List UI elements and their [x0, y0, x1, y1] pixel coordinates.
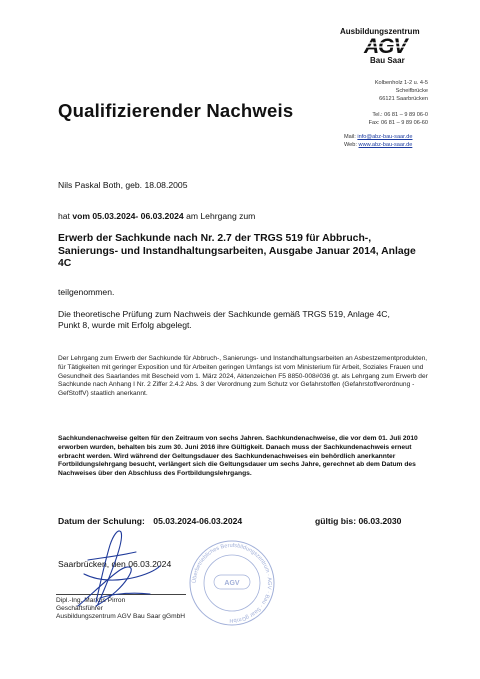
address-district: Scheifbrücke	[395, 88, 428, 94]
logo-mark-text: AGV	[364, 36, 407, 56]
address-street: Kolbenholz 1-2 u. 4-5	[374, 80, 428, 86]
document-heading: Qualifizierender Nachweis	[58, 100, 294, 121]
web-label: Web:	[344, 142, 357, 148]
signer-org: Ausbildungszentrum AGV Bau Saar gGmbH	[56, 612, 186, 620]
participated-line: teilgenommen.	[58, 287, 115, 297]
company-stamp	[190, 541, 274, 625]
logo-subtitle: Bau Saar	[370, 56, 405, 65]
training-date-label: Datum der Schulung:	[58, 516, 145, 526]
signer-name: Dipl.-Ing. Markus Pirron	[56, 597, 126, 604]
validity-notice: Sachkundenachweise gelten für den Zeitraum von sechs Jahren. Sachkundenachweise, die vor dem 01. Juli 2010 erworben wurden, behalten bis zum 30. Juni 2016 ihre Gültigkeit. Danach muss der Sachkundenachweis erneut erbracht werden. Wird während der Geltungsdauer des Sachkundenachweises ein behördlich anerkannter Fortbildungslehrgang besucht, verlängert sich die Geltungsdauer um sechs Jahre, gerechnet ab dem Datum des Nachweises über den Abschluss des Fortbildungslehrgangs.	[58, 435, 418, 478]
handwritten-signature	[78, 531, 160, 606]
attended-suffix: am Lehrgang zum	[183, 211, 256, 221]
attended-dates: vom 05.03.2024- 06.03.2024	[72, 211, 184, 221]
address-fax: Fax: 06 81 – 9 89 06-60	[368, 120, 428, 126]
exam-paragraph: Die theoretische Prüfung zum Nachweis der Sachkunde gemäß TRGS 519, Anlage 4C, Punkt 8, wurde mit Erfolg abgelegt.	[58, 309, 390, 330]
mail-link[interactable]: info@abz-bau-saar.de	[357, 134, 413, 140]
logo-title: Ausbildungszentrum	[340, 27, 420, 36]
signer-role: Geschäftsführer	[56, 604, 103, 612]
course-title: Erwerb der Sachkunde nach Nr. 2.7 der TRGS 519 für Abbruch-, Sanierungs- und Instandhaltungsarbeiten, Ausgabe Januar 2014, Anlage 4C	[58, 233, 416, 269]
stamp-center-text: AGV	[224, 580, 240, 587]
person-line: Nils Paskal Both, geb. 18.08.2005	[58, 180, 188, 190]
address-city: 66121 Saarbrücken	[379, 96, 428, 102]
address-tel: Tel.: 06 81 – 9 89 06-0	[372, 112, 428, 118]
training-date: 05.03.2024-06.03.2024	[153, 516, 243, 526]
recognition-paragraph: Der Lehrgang zum Erwerb der Sachkunde für Abbruch-, Sanierungs- und Instandhaltungsarbeiten an Asbestzementprodukten, für Tätigkeiten mit geringer Exposition und für Arbeiten geringen Umfangs ist vom Ministerium für Arbeit, Soziales Frauen und Gesundheit des Saarlandes mit Bescheid vom 1. März 2024, Aktenzeichen F5 8850-008#036 gt. als Lehrgang zum Erwerb der Sachkunde nach Anhang I Nr. 2 Ziffer 2.4.2 Abs. 3 der Verordnung zum Schutz vor Gefahrstoffen (Gefahrstoffverordnung - GefStoffV) staatlich anerkannt.	[58, 355, 428, 398]
place-date: Saarbrücken, den 06.03.2024	[58, 559, 172, 569]
mail-label: Mail:	[344, 134, 356, 140]
web-link[interactable]: www.abz-bau-saar.de	[358, 142, 413, 148]
stamp-text: Überbetriebliches Berufsbildungszentrum · AGV · Bau · Saar gGmbH	[191, 542, 273, 624]
valid-until: 06.03.2030	[358, 516, 402, 526]
attended-prefix: hat	[58, 211, 73, 221]
valid-until-label: gültig bis:	[315, 516, 357, 526]
